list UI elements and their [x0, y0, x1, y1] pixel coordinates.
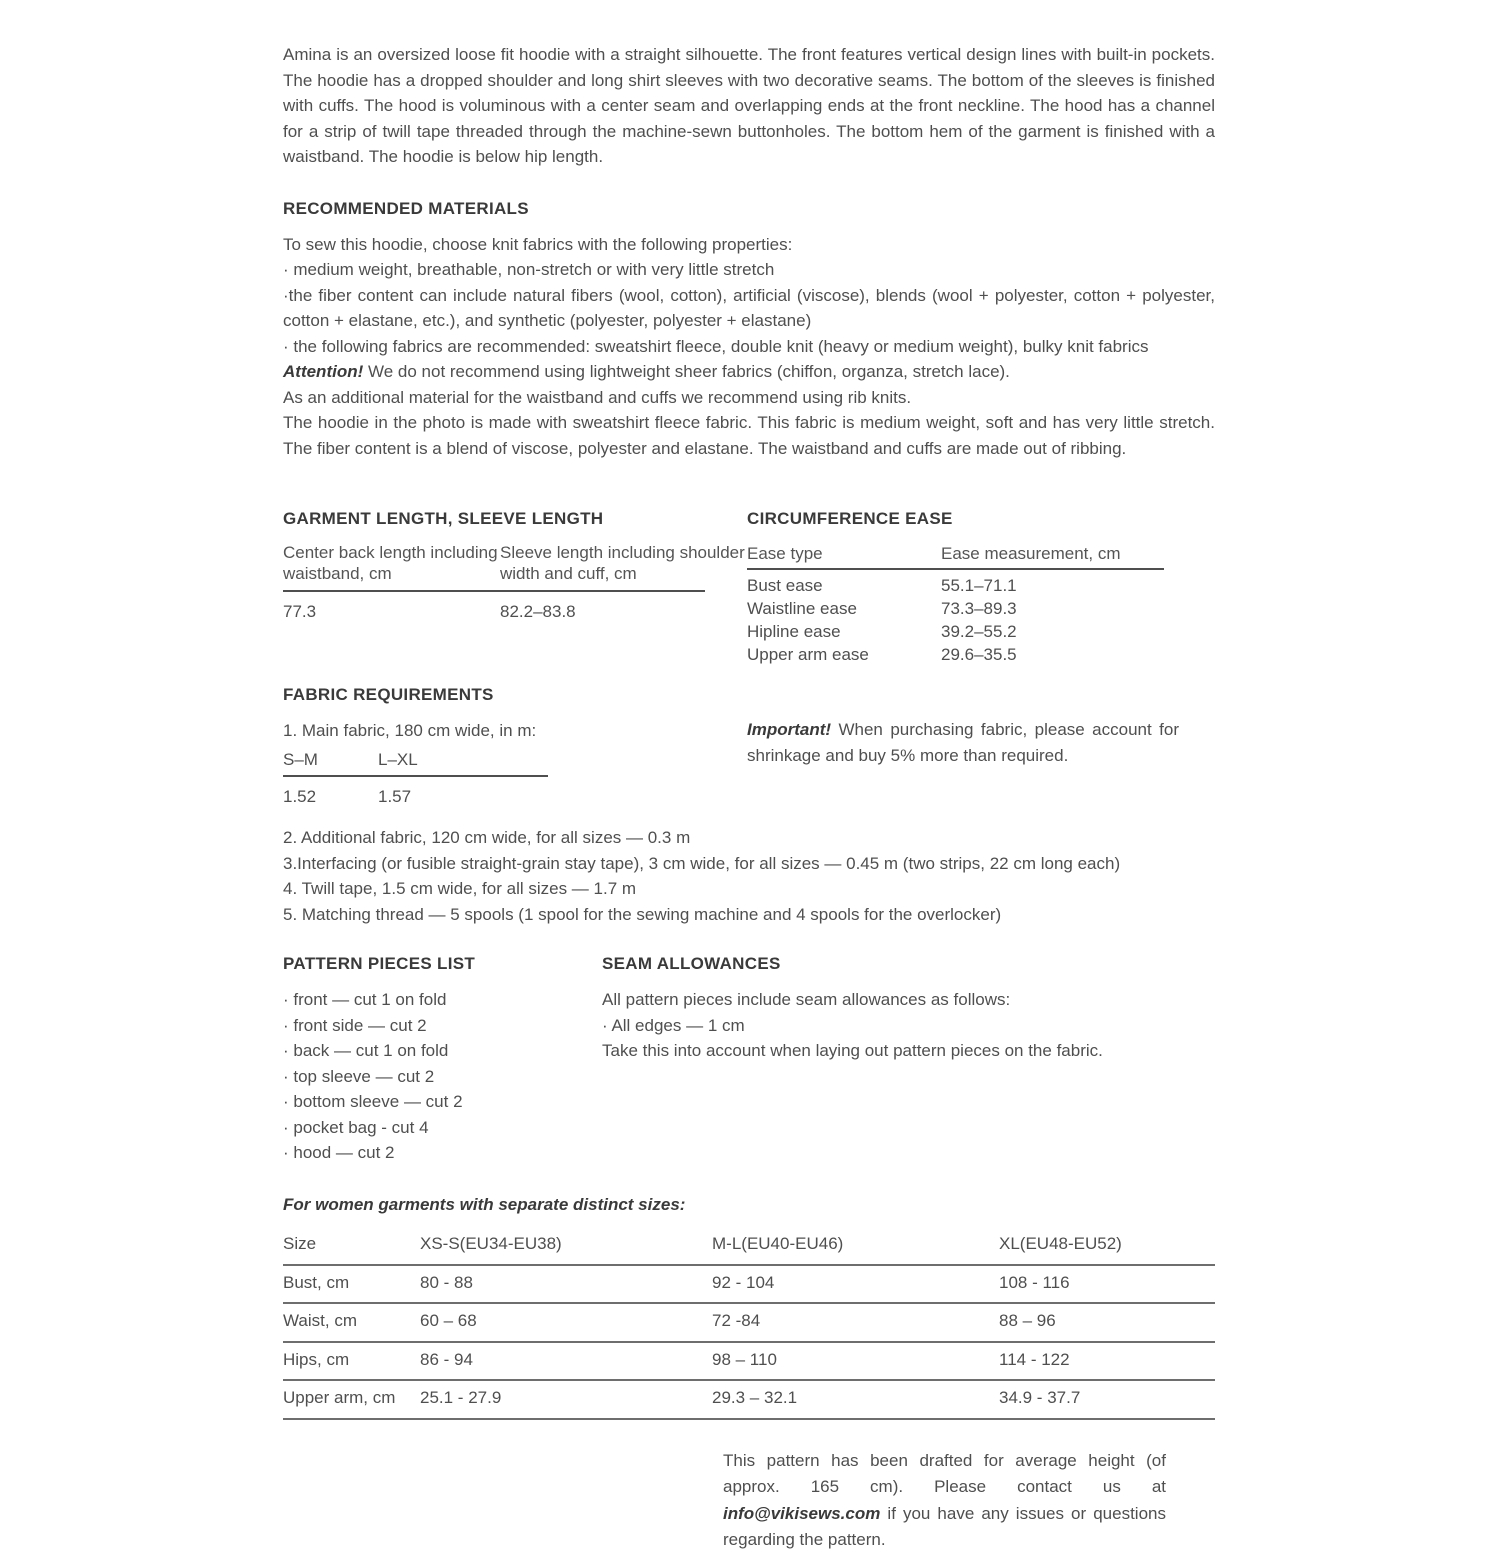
garment-length-title: GARMENT LENGTH, SLEEVE LENGTH [283, 509, 604, 528]
table-cell: 86 - 94 [420, 1342, 712, 1381]
table-row [747, 620, 1215, 643]
table-cell: Waistline ease [747, 599, 857, 618]
pattern-piece-item: · back — cut 1 on fold [283, 1041, 449, 1060]
size-table-header-row [283, 1227, 1215, 1265]
column-header: XS-S(EU34-EU38) [420, 1227, 712, 1265]
size-table [283, 1227, 1215, 1420]
pattern-piece-item: · top sleeve — cut 2 [283, 1066, 435, 1086]
table-row [283, 1342, 1215, 1381]
column-header: L–XL [378, 749, 418, 769]
pattern-piece-item: · pocket bag - cut 4 [283, 1117, 429, 1137]
important-paragraph [747, 717, 1179, 768]
table-cell: 39.2–55.2 [941, 622, 1017, 641]
fabric-values [283, 784, 747, 810]
table-cell: 73.3–89.3 [941, 599, 1017, 618]
table-cell: 34.9 - 37.7 [999, 1380, 1215, 1419]
materials-line: · medium weight, breathable, non-stretch or with very little stretch [283, 260, 775, 279]
table-cell: 80 - 88 [420, 1265, 712, 1304]
fabric-items-list [283, 825, 1215, 927]
seam-allowances [602, 951, 1215, 1166]
table-row [283, 1265, 1215, 1304]
column-header: Size [283, 1227, 420, 1265]
row-label: Waist, cm [283, 1303, 420, 1342]
sizes-note: For women garments with separate distinct sizes: [283, 1194, 686, 1214]
table-rule [747, 568, 1164, 570]
table-cell: Bust ease [747, 576, 823, 595]
table-cell: 114 - 122 [999, 1342, 1215, 1381]
pattern-piece-item: · front — cut 1 on fold [283, 990, 447, 1009]
circumference-ease-table [747, 506, 1215, 666]
materials-line: The hoodie in the photo is made with sweatshirt fleece fabric. This fabric is medium weight, soft and has very little stretch. The fiber content is a blend of viscose, polyester and elastane. The waistband and cuffs are made out of ribbing. [283, 413, 1215, 458]
garment-length-values [283, 599, 747, 625]
table-row [747, 643, 1215, 666]
table-cell: 29.6–35.5 [941, 645, 1017, 664]
table-cell: 1.52 [283, 786, 317, 806]
pattern-piece-item: · front side — cut 2 [283, 1015, 427, 1035]
fabric-item: 2. Additional fabric, 120 cm wide, for all sizes — 0.3 m [283, 828, 691, 847]
table-cell: 1.57 [378, 786, 412, 806]
table-row [283, 1303, 1215, 1342]
pattern-pieces-list [283, 951, 602, 1166]
materials-line: As an additional material for the waistband and cuffs we recommend using rib knits. [283, 387, 912, 407]
section-fabric-requirements [283, 682, 1215, 809]
materials-line: To sew this hoodie, choose knit fabrics with the following properties: [283, 234, 793, 254]
contact-email: info@vikisews.com [723, 1503, 881, 1523]
table-row [747, 597, 1215, 620]
table-cell: 108 - 116 [999, 1265, 1215, 1304]
table-cell: 72 -84 [712, 1303, 999, 1342]
ease-headers [747, 542, 1215, 565]
seam-allowance-line: All pattern pieces include seam allowances as follows: [602, 990, 1011, 1009]
table-cell: 82.2–83.8 [500, 602, 576, 621]
table-row [747, 574, 1215, 597]
table-rule [283, 775, 548, 777]
column-header: S–M [283, 749, 318, 769]
recommended-materials-title: RECOMMENDED MATERIALS [283, 198, 529, 218]
fabric-requirements-table [283, 682, 747, 809]
section-pieces-and-allowances [283, 951, 1215, 1166]
column-header: Sleeve length including shoulder width and cuff, cm [500, 543, 745, 583]
attention-label: Attention! [283, 362, 364, 381]
attention-text: We do not recommend using lightweight sheer fabrics (chiffon, organza, stretch lace). [363, 362, 1010, 381]
circumference-ease-title: CIRCUMFERENCE EASE [747, 509, 953, 528]
materials-line: · the following fabrics are recommended: sweatshirt fleece, double knit (heavy or medium weight), bulky knit fabrics [283, 336, 1149, 356]
table-cell: 55.1–71.1 [941, 576, 1017, 595]
column-header: M-L(EU40-EU46) [712, 1227, 999, 1265]
fabric-item: 3.Interfacing (or fusible straight-grain stay tape), 3 cm wide, for all sizes — 0.45 m (two strips, 22 cm long each) [283, 853, 1121, 873]
row-label: Hips, cm [283, 1342, 420, 1381]
table-cell: Upper arm ease [747, 645, 869, 664]
table-cell: 29.3 – 32.1 [712, 1380, 999, 1419]
table-cell: Hipline ease [747, 622, 841, 641]
table-row [283, 1380, 1215, 1419]
table-cell: 92 - 104 [712, 1265, 999, 1304]
pattern-instruction-page [283, 0, 1215, 1554]
table-cell: 77.3 [283, 602, 317, 621]
garment-length-headers [283, 542, 747, 584]
pattern-piece-item: · hood — cut 2 [283, 1143, 395, 1162]
row-label: Upper arm, cm [283, 1380, 420, 1419]
section-recommended-materials [283, 196, 1215, 462]
fabric-item: 1. Main fabric, 180 cm wide, in m: [283, 721, 537, 740]
important-note [747, 717, 1215, 809]
section-lengths-and-ease [283, 506, 1215, 666]
table-rule [283, 590, 705, 592]
seam-allowance-line: · All edges — 1 cm [602, 1015, 745, 1035]
column-header: XL(EU48-EU52) [999, 1227, 1215, 1265]
intro-paragraph: Amina is an oversized loose fit hoodie with a straight silhouette. The front features vertical design lines with built-in pockets. The hoodie has a dropped shoulder and long shirt sleeves with two decorative seams. The bottom of the sleeves is finished with cuffs. The hood is voluminous with a center seam and overlapping ends at the front neckline. The hood has a channel for a strip of twill tape threaded through the machine-sewn buttonholes. The bottom hem of the garment is finished with a waistband. The hoodie is below hip length. [283, 45, 1215, 166]
fabric-size-headers [283, 748, 747, 771]
column-header: Ease measurement, cm [941, 544, 1121, 563]
footer-text-post: if you have any issues or questions regarding the pattern. [723, 1503, 1166, 1549]
table-cell: 25.1 - 27.9 [420, 1380, 712, 1419]
column-header: Center back length including waistband, cm [283, 543, 498, 583]
fabric-item: 5. Matching thread — 5 spools (1 spool for the sewing machine and 4 spools for the overlocker) [283, 904, 1002, 924]
pattern-piece-item: · bottom sleeve — cut 2 [283, 1092, 463, 1111]
seam-allowances-title: SEAM ALLOWANCES [602, 954, 781, 973]
materials-line: ·the fiber content can include natural fibers (wool, cotton), artificial (viscose), blends (wool + polyester, cotton + polyester, cotton + elastane, etc.), and synthetic (polyester, polyester + elastane) [283, 285, 1215, 330]
pattern-pieces-title: PATTERN PIECES LIST [283, 954, 476, 973]
important-text: When purchasing fabric, please account for shrinkage and buy 5% more than required. [747, 720, 1179, 765]
table-cell: 98 – 110 [712, 1342, 999, 1381]
important-label: Important! [747, 720, 832, 739]
footer-text-pre: This pattern has been drafted for average height (of approx. 165 cm). Please contact us at [723, 1450, 1166, 1496]
garment-length-table [283, 506, 747, 666]
table-cell: 88 – 96 [999, 1303, 1215, 1342]
table-cell: 60 – 68 [420, 1303, 712, 1342]
row-label: Bust, cm [283, 1265, 420, 1304]
seam-allowance-line: Take this into account when laying out pattern pieces on the fabric. [602, 1041, 1103, 1060]
fabric-item: 4. Twill tape, 1.5 cm wide, for all sizes — 1.7 m [283, 879, 637, 898]
column-header: Ease type [747, 544, 823, 563]
footer-note [723, 1448, 1166, 1554]
fabric-requirements-title: FABRIC REQUIREMENTS [283, 685, 494, 704]
materials-attention-line [283, 359, 1215, 385]
